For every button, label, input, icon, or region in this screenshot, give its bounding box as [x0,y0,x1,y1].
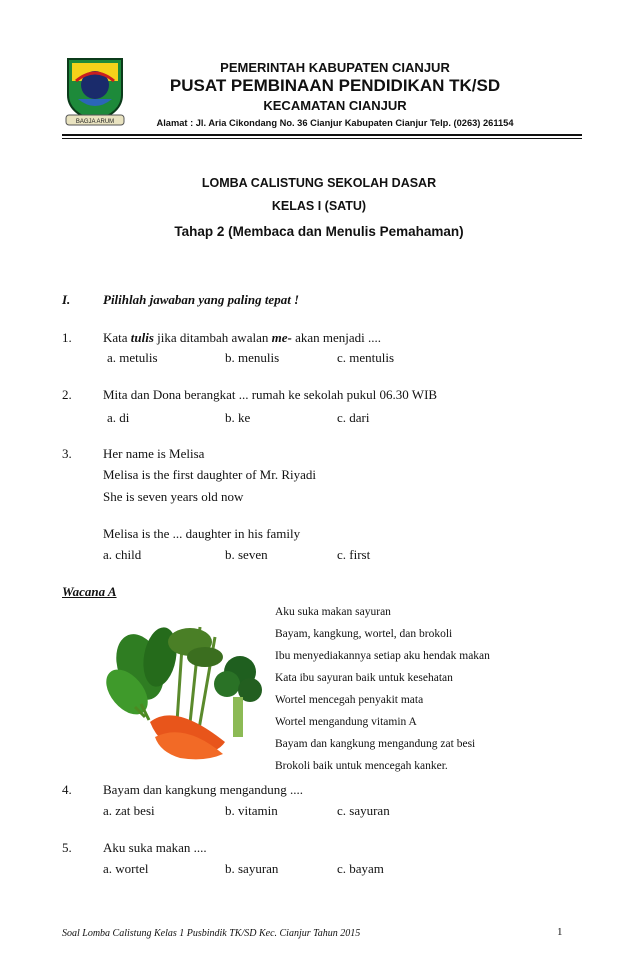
q3-option-a: a. child [103,547,142,562]
wacana-line-4: Kata ibu sayuran baik untuk kesehatan [275,672,453,684]
header-district: KECAMATAN CIANJUR [263,98,407,113]
section-number: I. [62,292,71,307]
q4-option-c: c. sayuran [337,803,390,818]
q3-option-b: b. seven [225,547,268,562]
q4-text: Bayam dan kangkung mengandung .... [103,782,304,797]
q5-option-a: a. wortel [103,861,149,876]
q4-number: 4. [62,782,72,797]
page-number: 1 [557,926,563,938]
wacana-line-3: Ibu menyediakannya setiap aku hendak makan [275,650,490,662]
q3-line1: Her name is Melisa [103,446,205,461]
logo-motto: BAGJA ARUM [75,119,115,125]
q4-option-a: a. zat besi [103,803,155,818]
header-rule-thin [62,138,582,139]
exam-stage: Tahap 2 (Membaca dan Menulis Pemahaman) [174,224,464,239]
wacana-line-7: Bayam dan kangkung mengandung zat besi [275,738,476,750]
q4-option-b: b. vitamin [225,803,278,818]
q2-option-c: c. dari [337,410,370,425]
vegetables-illustration [105,612,265,762]
wacana-line-5: Wortel mencegah penyakit mata [275,694,424,706]
wacana-line-8: Brokoli baik untuk mencegah kanker. [275,760,448,772]
section-instruction: Pilihlah jawaban yang paling tepat ! [103,292,300,307]
q5-number: 5. [62,840,72,855]
q3-option-c: c. first [337,547,371,562]
q3-line2: Melisa is the first daughter of Mr. Riyadi [103,467,317,482]
exam-class: KELAS I (SATU) [271,199,367,213]
q1-option-b: b. menulis [225,350,280,365]
q2-text: Mita dan Dona berangkat ... rumah ke sekolah pukul 06.30 WIB [103,387,438,402]
wacana-line-6: Wortel mengandung vitamin A [275,716,417,728]
q2-option-a: a. di [107,410,130,425]
q5-option-c: c. bayam [337,861,384,876]
q5-text: Aku suka makan .... [103,840,207,855]
q3-question: Melisa is the ... daughter in his family [103,526,301,541]
exam-title: LOMBA CALISTUNG SEKOLAH DASAR [201,176,437,190]
q1-option-c: c. mentulis [337,350,395,365]
page-footer: Soal Lomba Calistung Kelas 1 Pusbindik TK/SD Kec. Cianjur Tahun 2015 [62,928,361,939]
q1-option-a: a. metulis [107,350,158,365]
header-address: Alamat : Jl. Aria Cikondang No. 36 Cianjur Kabupaten Cianjur Telp. (0263) 261154 [156,118,514,128]
q1-text: Kata tulis jika ditambah awalan me- akan menjadi .... [103,330,381,345]
header-institution: PUSAT PEMBINAAN PENDIDIKAN TK/SD [169,76,501,95]
wacana-line-2: Bayam, kangkung, wortel, dan brokoli [275,628,453,640]
q2-number: 2. [62,387,72,402]
q3-number: 3. [62,446,72,461]
q2-option-b: b. ke [225,410,251,425]
header-rule-thick [62,134,582,136]
q1-number: 1. [62,330,72,345]
q5-option-b: b. sayuran [225,861,279,876]
q3-line3: She is seven years old now [103,489,244,504]
header-government: PEMERINTAH KABUPATEN CIANJUR [220,60,450,75]
wacana-line-1: Aku suka makan sayuran [275,606,391,618]
wacana-title: Wacana A [62,584,117,599]
